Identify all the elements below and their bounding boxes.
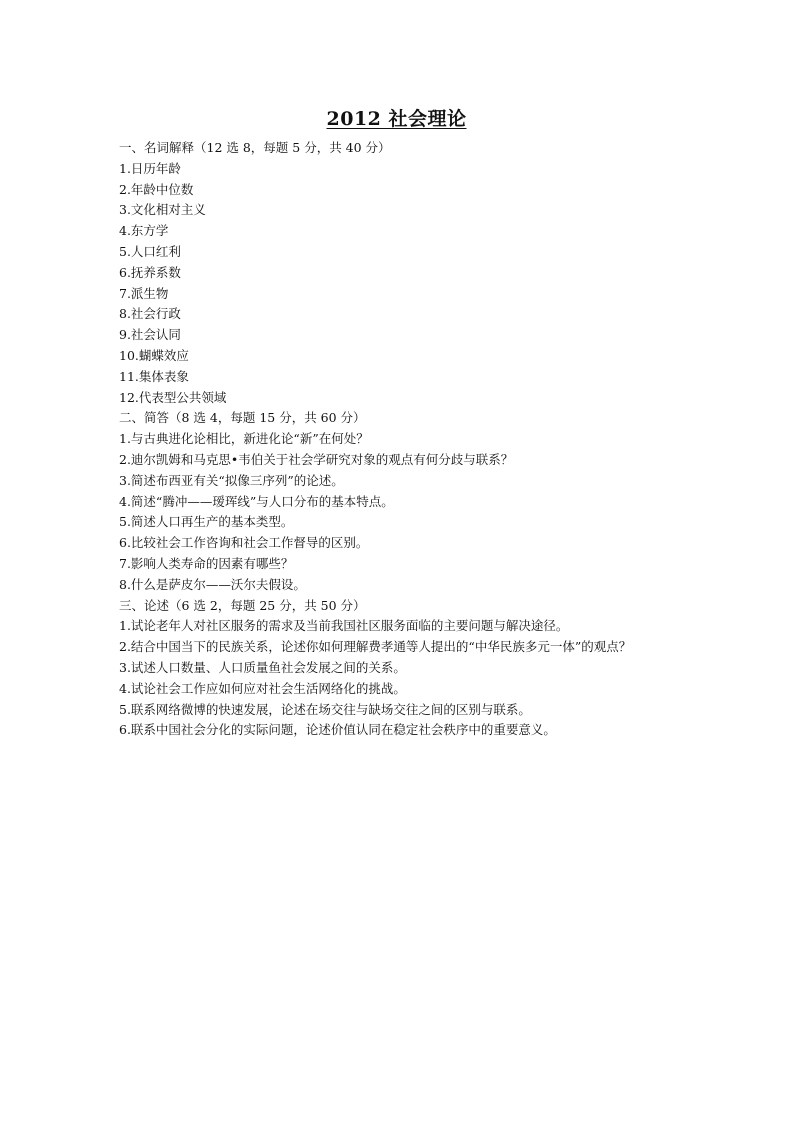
list-item: 6.比较社会工作咨询和社会工作督导的区别。 xyxy=(119,535,369,551)
list-item: 5.联系网络微博的快速发展，论述在场交往与缺场交往之间的区别与联系。 xyxy=(119,701,531,717)
section-heading-terms: 一、名词解释（12 选 8，每题 5 分，共 40 分） xyxy=(119,140,391,155)
list-item: 1.与古典进化论相比，新进化论“新”在何处？ xyxy=(119,431,369,447)
list-item: 7.派生物 xyxy=(119,285,169,301)
list-item: 2.年龄中位数 xyxy=(119,181,194,197)
list-item: 4.东方学 xyxy=(119,223,169,239)
list-item: 3.文化相对主义 xyxy=(119,202,206,218)
list-item: 9.社会认同 xyxy=(119,327,181,343)
section-heading-short-answer: 二、简答（8 选 4，每题 15 分，共 60 分） xyxy=(119,410,366,426)
list-item: 8.社会行政 xyxy=(119,306,181,322)
list-item: 1.试论老年人对社区服务的需求及当前我国社区服务面临的主要问题与解决途径。 xyxy=(119,618,569,634)
exam-content xyxy=(119,138,689,741)
list-item: 4.简述“腾冲——瑷珲线”与人口分布的基本特点。 xyxy=(119,493,394,509)
list-item: 5.人口红利 xyxy=(119,243,181,259)
list-item: 6.抚养系数 xyxy=(119,264,181,280)
list-item: 1.日历年龄 xyxy=(119,160,181,176)
list-item: 3.简述布西亚有关“拟像三序列”的论述。 xyxy=(119,472,344,488)
list-item: 5.简述人口再生产的基本类型。 xyxy=(119,514,294,530)
list-item: 2.迪尔凯姆和马克思•韦伯关于社会学研究对象的观点有何分歧与联系？ xyxy=(119,451,514,467)
list-item: 4.试论社会工作应如何应对社会生活网络化的挑战。 xyxy=(119,680,406,696)
section-heading-essay: 三、论述（6 选 2，每题 25 分，共 50 分） xyxy=(119,597,366,613)
list-item: 6.联系中国社会分化的实际问题，论述价值认同在稳定社会秩序中的重要意义。 xyxy=(119,722,556,738)
list-item: 11.集体表象 xyxy=(119,368,189,384)
list-item: 8.什么是萨皮尔——沃尔夫假设。 xyxy=(119,576,306,592)
list-item: 10.蝴蝶效应 xyxy=(119,347,189,363)
list-item: 7.影响人类寿命的因素有哪些？ xyxy=(119,555,294,571)
list-item: 12.代表型公共领域 xyxy=(119,389,227,405)
page-title: 2012 社会理论 xyxy=(326,108,467,130)
list-item: 3.试述人口数量、人口质量鱼社会发展之间的关系。 xyxy=(119,659,406,675)
list-item: 2.结合中国当下的民族关系，论述你如何理解费孝通等人提出的“中华民族多元一体”的观点？ xyxy=(119,639,632,655)
